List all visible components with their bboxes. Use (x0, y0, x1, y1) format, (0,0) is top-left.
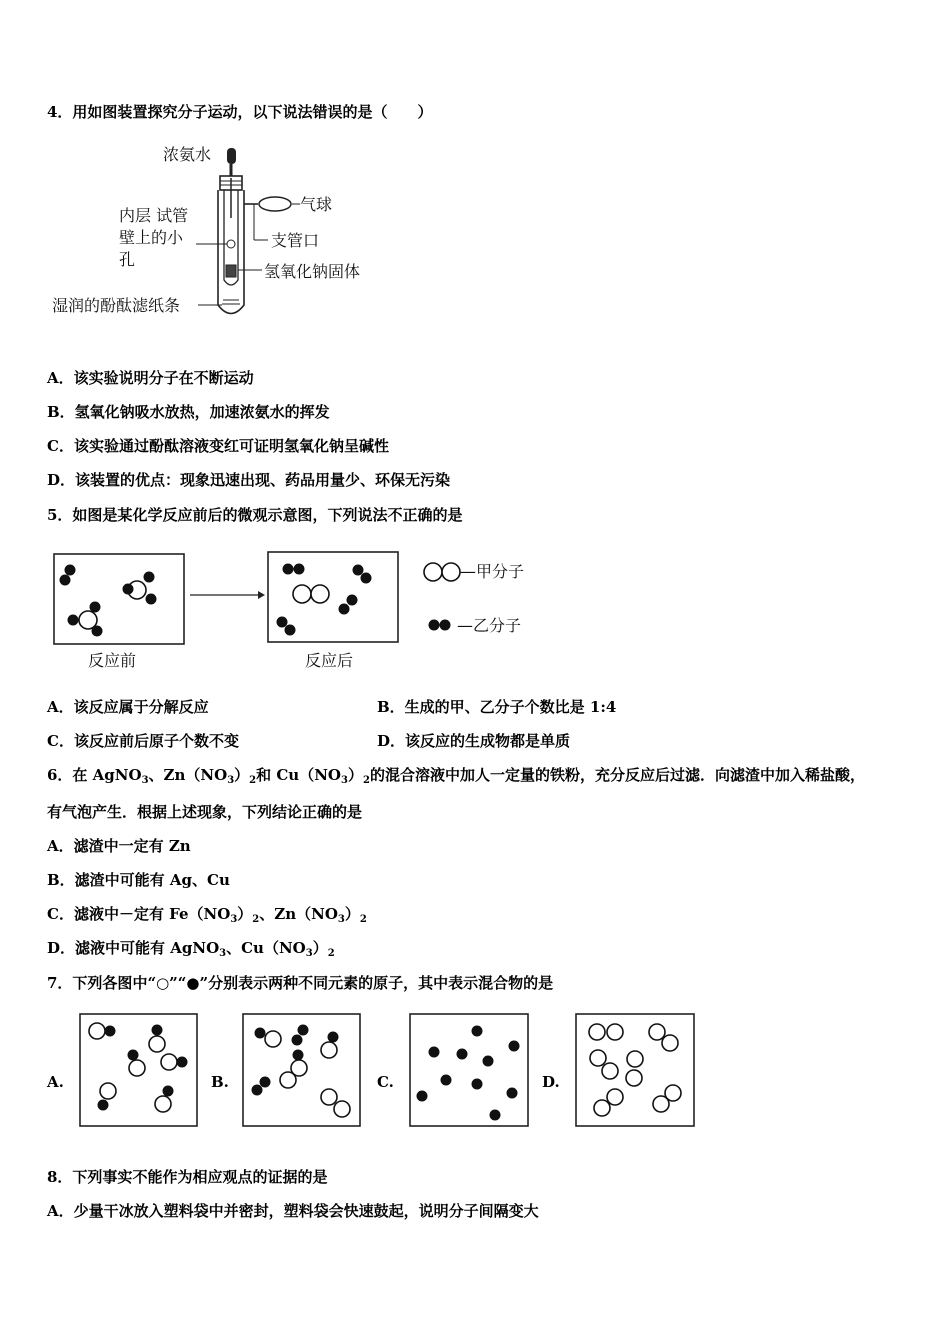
q5-option-d: D．该反应的生成物都是单质 (377, 732, 571, 750)
dropper-bulb (227, 148, 236, 164)
q7-label-c: C. (377, 1073, 394, 1091)
label-branch: 支管口 (271, 231, 320, 250)
q4-option-d: D．该装置的优点：现象迅速出现、药品用量少、环保无污染 (47, 471, 451, 489)
q5-option-a: A．该反应属于分解反应 (47, 698, 209, 716)
q7-label-b: B. (211, 1073, 229, 1091)
label-before: 反应前 (88, 651, 137, 670)
q4-option-b: B．氢氧化钠吸水放热，加速浓氨水的挥发 (47, 403, 330, 421)
small-hole (227, 240, 235, 248)
q8-stem: 8．下列事实不能作为相应观点的证据的是 (47, 1168, 328, 1186)
q6-option-d: D．滤液中可能有 AgNO$_3$、$Cu(NO_3)_2$ (47, 939, 335, 959)
label-inner-3: 孔 (119, 250, 136, 269)
q7-label-d: D. (542, 1073, 560, 1091)
q5-reaction-figure (54, 552, 524, 670)
label-inner-2: 壁上的小 (119, 228, 184, 247)
q7-label-a: A. (47, 1073, 64, 1091)
legend-jia: —甲分子 (460, 562, 525, 581)
q6-option-c: C．滤液中－定有 $Fe(NO_3)_2$、$Zn(NO_3)_2$ (47, 905, 367, 925)
q5-option-c: C．该反应前后原子个数不变 (47, 732, 239, 750)
label-after: 反应后 (305, 651, 354, 670)
legend-yi: —乙分子 (457, 616, 522, 635)
naoh-solid (226, 265, 236, 277)
q6-stem: 6．在 AgNO$_3$、$Zn(NO_3)_2$和 $Cu(NO_3)_2$的混合溶液中加人一定量的铁粉，充分反应后过滤．向滤渣中加入稀盐酸， (47, 766, 865, 786)
q5-option-b: B．生成的甲、乙分子个数比是 1:4 (377, 698, 617, 716)
q4-apparatus-figure (52, 145, 360, 315)
q4-stem: 4．用如图装置探究分子运动，以下说法错误的是（ ） (47, 103, 433, 121)
balloon (259, 197, 291, 211)
q7-stem: 7．下列各图中“○”“●”分别表示两种不同元素的原子，其中表示混合物的是 (47, 974, 554, 992)
q4-option-c: C．该实验通过酚酞溶液变红可证明氢氧化钠呈碱性 (47, 437, 389, 455)
label-balloon: 气球 (300, 195, 333, 214)
label-naoh: 氢氧化钠固体 (264, 262, 361, 281)
label-ammonia: 浓氨水 (163, 145, 212, 164)
q7-options-figure (46, 1014, 694, 1126)
label-inner-1: 内层 试管 (119, 206, 189, 225)
q5-stem: 5．如图是某化学反应前后的微观示意图，下列说法不正确的是 (47, 506, 463, 524)
q6-stem-line2: 有气泡产生．根据上述现象，下列结论正确的是 (47, 803, 363, 821)
q6-option-b: B．滤渣中可能有 Ag、Cu (47, 871, 230, 889)
label-paper: 湿润的酚酞滤纸条 (52, 296, 181, 315)
q4-option-a: A．该实验说明分子在不断运动 (47, 369, 254, 387)
q7-box-c (410, 1014, 528, 1126)
q8-option-a: A．少量干冰放入塑料袋中并密封，塑料袋会快速鼓起，说明分子间隔变大 (47, 1202, 539, 1220)
q6-option-a: A．滤渣中一定有 Zn (47, 837, 191, 855)
